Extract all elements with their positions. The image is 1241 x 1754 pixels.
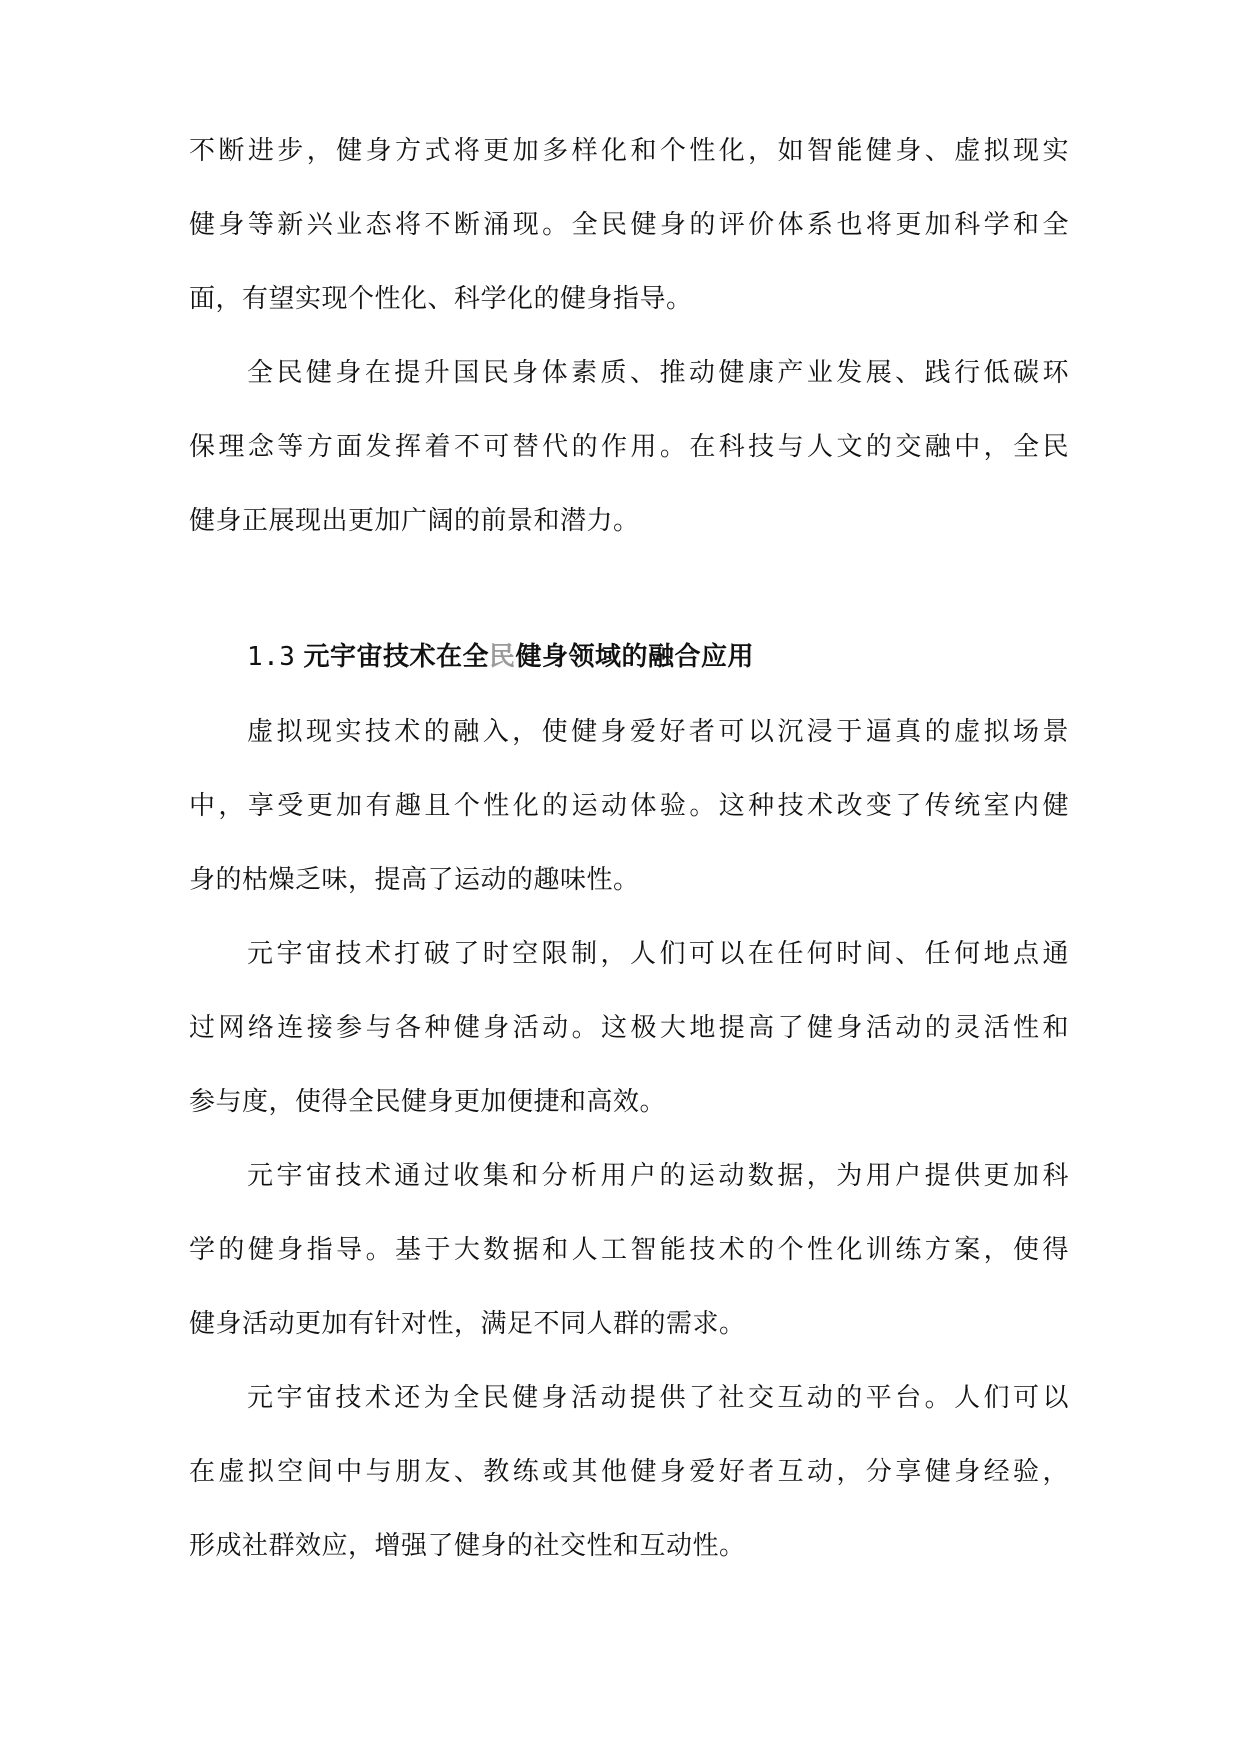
paragraph-top-2-line-1: 全民健身在提升国民身体素质、推动健康产业发展、践行低碳环 [247,358,1069,388]
section-heading [247,641,754,673]
paragraph-top-1-line-3: 面，有望实现个性化、科学化的健身指导。 [189,284,693,314]
paragraph-3-line-1: 元宇宙技术通过收集和分析用户的运动数据，为用户提供更加科 [247,1161,1069,1191]
paragraph-top-1-line-1: 不断进步，健身方式将更加多样化和个性化，如智能健身、虚拟现实 [189,136,1069,166]
paragraph-4-line-1: 元宇宙技术还为全民健身活动提供了社交互动的平台。人们可以 [247,1383,1069,1413]
paragraph-top-1-line-2: 健身等新兴业态将不断涌现。全民健身的评价体系也将更加科学和全 [189,210,1069,240]
section-title-faded-char: 民 [488,642,516,672]
paragraph-3-line-3: 健身活动更加有针对性，满足不同人群的需求。 [189,1309,746,1339]
paragraph-2-line-2: 过网络连接参与各种健身活动。这极大地提高了健身活动的灵活性和 [189,1013,1069,1043]
paragraph-1-line-3: 身的枯燥乏味，提高了运动的趣味性。 [189,865,640,895]
paragraph-1-line-1: 虚拟现实技术的融入，使健身爱好者可以沉浸于逼真的虚拟场景 [247,717,1069,747]
paragraph-4-line-3: 形成社群效应，增强了健身的社交性和互动性。 [189,1531,746,1561]
section-title-part-2: 健身领域的融合应用 [515,642,755,672]
section-title-part-1: 元宇宙技术在全 [303,642,489,672]
paragraph-4-line-2: 在虚拟空间中与朋友、教练或其他健身爱好者互动，分享健身经验， [189,1457,1069,1487]
paragraph-top-2-line-3: 健身正展现出更加广阔的前景和潜力。 [189,506,640,536]
paragraph-2-line-1: 元宇宙技术打破了时空限制，人们可以在任何时间、任何地点通 [247,939,1069,969]
paragraph-1-line-2: 中，享受更加有趣且个性化的运动体验。这种技术改变了传统室内健 [189,791,1069,821]
paragraph-top-2-line-2: 保理念等方面发挥着不可替代的作用。在科技与人文的交融中，全民 [189,432,1069,462]
paragraph-2-line-3: 参与度，使得全民健身更加便捷和高效。 [189,1087,667,1117]
section-number: 1.3 [247,642,296,672]
paragraph-3-line-2: 学的健身指导。基于大数据和人工智能技术的个性化训练方案，使得 [189,1235,1069,1265]
